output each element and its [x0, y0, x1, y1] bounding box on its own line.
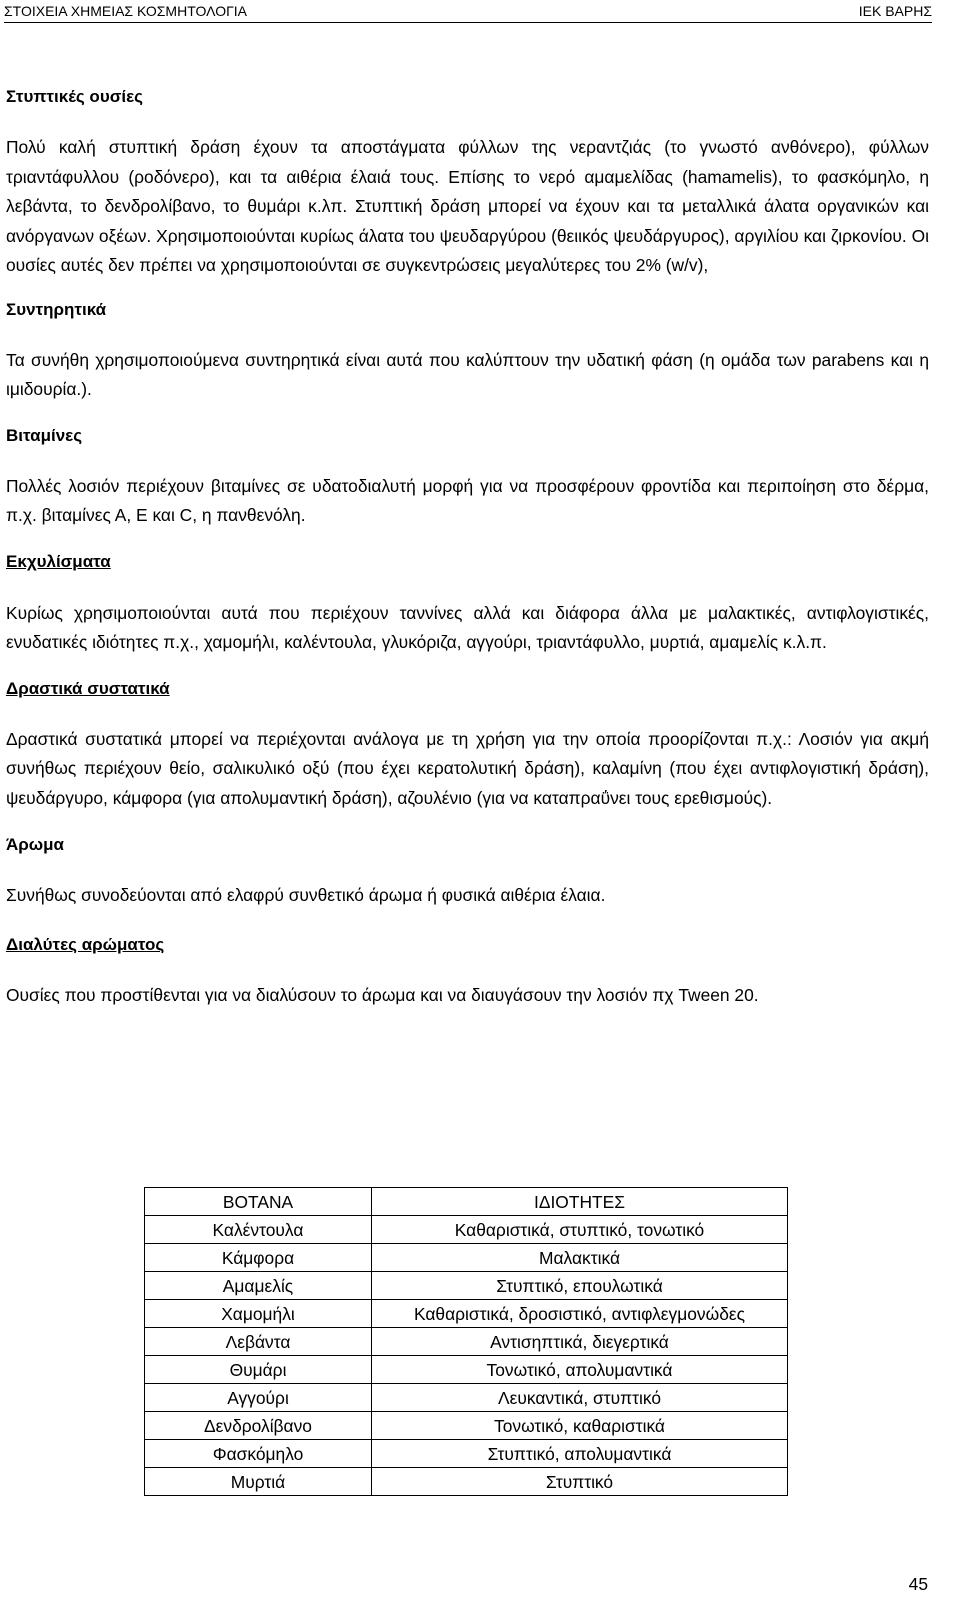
section-title-extracts: Εκχυλίσματα [6, 551, 111, 571]
table-row [145, 1468, 788, 1496]
section-text-styptic: Πολύ καλή στυπτική δράση έχουν τα αποστάγματα φύλλων της νεραντζιάς (το γνωστό ανθόνερο), φύλλων τριαντάφυλλου (ροδόνερο), και τα αιθέρια έλαιά τους. Επίσης το νερό αμαμελίδας (hamamelis), το φασκόμηλο, η λεβάντα, το δενδρολίβανο, το θυμάρι κ.λπ. Στυπτική δράση μπορεί να έχουν και τα μεταλλικά άλατα οργανικών και ανόργανων οξέων. Χρησιμοποιούνται κυρίως άλατα του ψευδαργύρου (θειικός ψευδάργυρος), αργιλίου και ζιρκονίου. Οι ουσίες αυτές δεν πρέπει να χρησιμοποιούνται σε συγκεντρώσεις μεγαλύτερες του 2% (w/v), [6, 137, 929, 275]
header-title: ΣΤΟΙΧΕΙΑ ΧΗΜΕΙΑΣ ΚΟΣΜΗΤΟΛΟΓΙΑ [4, 3, 248, 19]
table-row [145, 1272, 788, 1300]
table-cell-herb: Μυρτιά [145, 1468, 372, 1496]
section-solvents [6, 932, 929, 1011]
table-cell-herb: Δενδρολίβανο [145, 1412, 372, 1440]
table-row [145, 1216, 788, 1244]
section-title-solvents: Διαλύτες αρώματος [6, 934, 165, 954]
section-text-aroma: Συνήθως συνοδεύονται από ελαφρύ συνθετικό άρωμα ή φυσικά αιθέρια έλαια. [6, 885, 606, 905]
table-row [145, 1384, 788, 1412]
table-cell-property: Αντισηπτικά, διεγερτικά [372, 1328, 788, 1356]
table-cell-property: Λευκαντικά, στυπτικό [372, 1384, 788, 1412]
table-cell-herb: Χαμομήλι [145, 1300, 372, 1328]
header-institution: ΙΕΚ ΒΑΡΗΣ [858, 3, 932, 19]
page-number: 45 [908, 1574, 928, 1594]
section-text-preservatives: Τα συνήθη χρησιμοποιούμενα συντηρητικά είναι αυτά που καλύπτουν την υδατική φάση (η ομάδα των parabens και η ιμιδουρία.). [6, 349, 929, 399]
table-cell-property: Στυπτικό [372, 1468, 788, 1496]
table-cell-herb: Λεβάντα [145, 1328, 372, 1356]
table-cell-property: Τονωτικό, απολυμαντικά [372, 1356, 788, 1384]
document-body [6, 84, 929, 1010]
table-cell-property: Στυπτικό, επουλωτικά [372, 1272, 788, 1300]
section-title-active: Δραστικά συστατικά [6, 678, 170, 698]
table-cell-property: Στυπτικό, απολυμαντικά [372, 1440, 788, 1468]
section-text-vitamins: Πολλές λοσιόν περιέχουν βιταμίνες σε υδατοδιαλυτή μορφή για να προσφέρουν φροντίδα και περιποίηση στο δέρμα, π.χ. βιταμίνες Α, Ε και C, η πανθενόλη. [6, 475, 929, 525]
table-row [145, 1244, 788, 1272]
section-preservatives [6, 297, 929, 405]
table-cell-property: Μαλακτικά [372, 1244, 788, 1272]
section-aroma [6, 832, 929, 911]
table-cell-property: Τονωτικό, καθαριστικά [372, 1412, 788, 1440]
table-row [145, 1300, 788, 1328]
section-styptic [6, 84, 929, 281]
table-row [145, 1412, 788, 1440]
table-cell-herb: Κάμφορα [145, 1244, 372, 1272]
table-cell-property: Καθαριστικά, στυπτικό, τονωτικό [372, 1216, 788, 1244]
section-active-ingredients [6, 676, 929, 814]
table-header-row [145, 1188, 788, 1216]
section-title-styptic: Στυπτικές ουσίες [6, 87, 143, 106]
section-text-extracts: Κυρίως χρησιμοποιούνται αυτά που περιέχουν ταννίνες αλλά και διάφορα άλλα με μαλακτικές, αντιφλογιστικές, ενυδατικές ιδιότητες π.χ., χαμομήλι, καλέντουλα, γλυκόριζα, αγγούρι, τριαντάφυλλο, μυρτιά, αμαμελίς κ.λ.π. [6, 602, 929, 652]
section-title-vitamins: Βιταμίνες [6, 425, 83, 445]
table-row [145, 1328, 788, 1356]
table-header-properties: ΙΔΙΟΤΗΤΕΣ [372, 1188, 788, 1216]
table-cell-herb: Αγγούρι [145, 1384, 372, 1412]
section-extracts [6, 549, 929, 658]
table-cell-property: Καθαριστικά, δροσιστικό, αντιφλεγμονώδες [372, 1300, 788, 1328]
section-text-solvents: Ουσίες που προστίθενται για να διαλύσουν το άρωμα και να διαυγάσουν την λοσιόν πχ Tween 20. [6, 984, 759, 1005]
section-vitamins [6, 423, 929, 531]
page-header [4, 0, 932, 23]
section-title-preservatives: Συντηρητικά [6, 299, 107, 319]
section-title-aroma: Άρωμα [6, 835, 65, 854]
herbs-properties-table [144, 1187, 788, 1496]
table-header-herbs: ΒΟΤΑΝΑ [145, 1188, 372, 1216]
table-cell-herb: Θυμάρι [145, 1356, 372, 1384]
table-row [145, 1440, 788, 1468]
table-row [145, 1356, 788, 1384]
table-cell-herb: Αμαμελίς [145, 1272, 372, 1300]
table-cell-herb: Καλέντουλα [145, 1216, 372, 1244]
section-text-active: Δραστικά συστατικά μπορεί να περιέχονται ανάλογα με τη χρήση για την οποία προορίζονται π.χ.: Λοσιόν για ακμή συνήθως περιέχουν θείο, σαλικυλικό οξύ (που έχει κερατολυτική δράση), καλαμίνη (που έχει αντιφλογιστική δράση), ψευδάργυρο, κάμφορα (για απολυμαντική δράση), αζουλένιο (για να καταπραΰνει τους ερεθισμούς). [6, 728, 929, 808]
table-cell-herb: Φασκόμηλο [145, 1440, 372, 1468]
